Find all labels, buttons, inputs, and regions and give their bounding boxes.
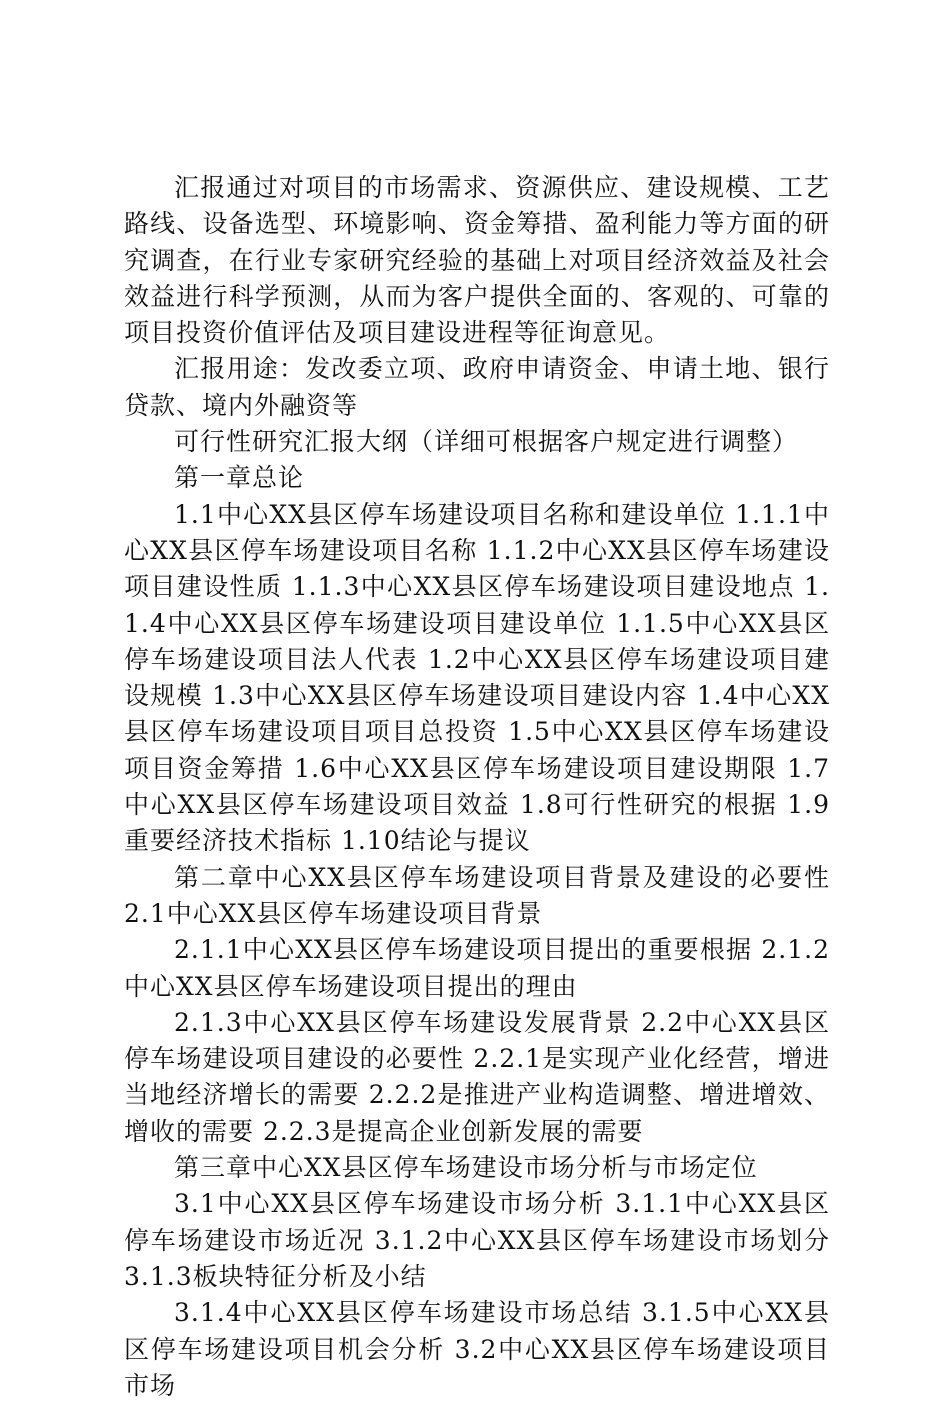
chapter-3-sections-b: 3.1.4中心XX县区停车场建设市场总结 3.1.5中心XX县区停车场建设项目机会分析 3.2中心XX县区停车场建设项目市场 (124, 1298, 830, 1400)
chapter-1-sections: 1.1中心XX县区停车场建设项目名称和建设单位 1.1.1中心XX县区停车场建设项目名称 1.1.2中心XX县区停车场建设项目建设性质 1.1.3中心XX县区停车场建设项目建设地点 1.1.4中心XX县区停车场建设项目建设单位 1.1.5中心XX县区停车场建设项目法人代表 1.2中心XX县区停车场建设项目建设规模 1.3中心XX县区停车场建设项目建设内容 1.4中心XX县区停车场建设项目项目总投资 1.5中心XX县区停车场建设项目资金筹措 1.6中心XX县区停车场建设项目建设期限 1.7中心XX县区停车场建设项目效益 1.8可行性研究的根据 1.9重要经济技术指标 1.10结论与提议 (124, 499, 830, 856)
chapter-1-heading: 第一章总论 (174, 463, 305, 493)
paragraph-outline-heading: 可行性研究汇报大纲（详细可根据客户规定进行调整） (174, 427, 799, 457)
document-body (124, 170, 830, 1404)
paragraph-report-intro: 汇报通过对项目的市场需求、资源供应、建设规模、工艺路线、设备选型、环境影响、资金筹措、盈利能力等方面的研究调查，在行业专家研究经验的基础上对项目经济效益及社会效益进行科学预测，从而为客户提供全面的、客观的、可靠的项目投资价值评估及项目建设进程等征询意见。 (124, 173, 830, 348)
paragraph-report-usage: 汇报用途：发改委立项、政府申请资金、申请土地、银行贷款、境内外融资等 (124, 354, 830, 420)
chapter-3-sections-a: 3.1中心XX县区停车场建设市场分析 3.1.1中心XX县区停车场建设市场近况 3.1.2中心XX县区停车场建设市场划分 3.1.3板块特征分析及小结 (124, 1189, 830, 1291)
chapter-2-heading: 第二章中心XX县区停车场建设项目背景及建设的必要性 2.1中心XX县区停车场建设项目背景 (124, 862, 830, 928)
chapter-2-sections-a: 2.1.1中心XX县区停车场建设项目提出的重要根据 2.1.2中心XX县区停车场建设项目提出的理由 (124, 935, 830, 1001)
chapter-3-heading: 第三章中心XX县区停车场建设市场分析与市场定位 (174, 1153, 758, 1183)
chapter-2-sections-b: 2.1.3中心XX县区停车场建设发展背景 2.2中心XX县区停车场建设项目建设的必要性 2.2.1是实现产业化经营，增进当地经济增长的需要 2.2.2是推进产业构造调整、增进增效、增收的需要 2.2.3是提高企业创新发展的需要 (124, 1007, 830, 1146)
